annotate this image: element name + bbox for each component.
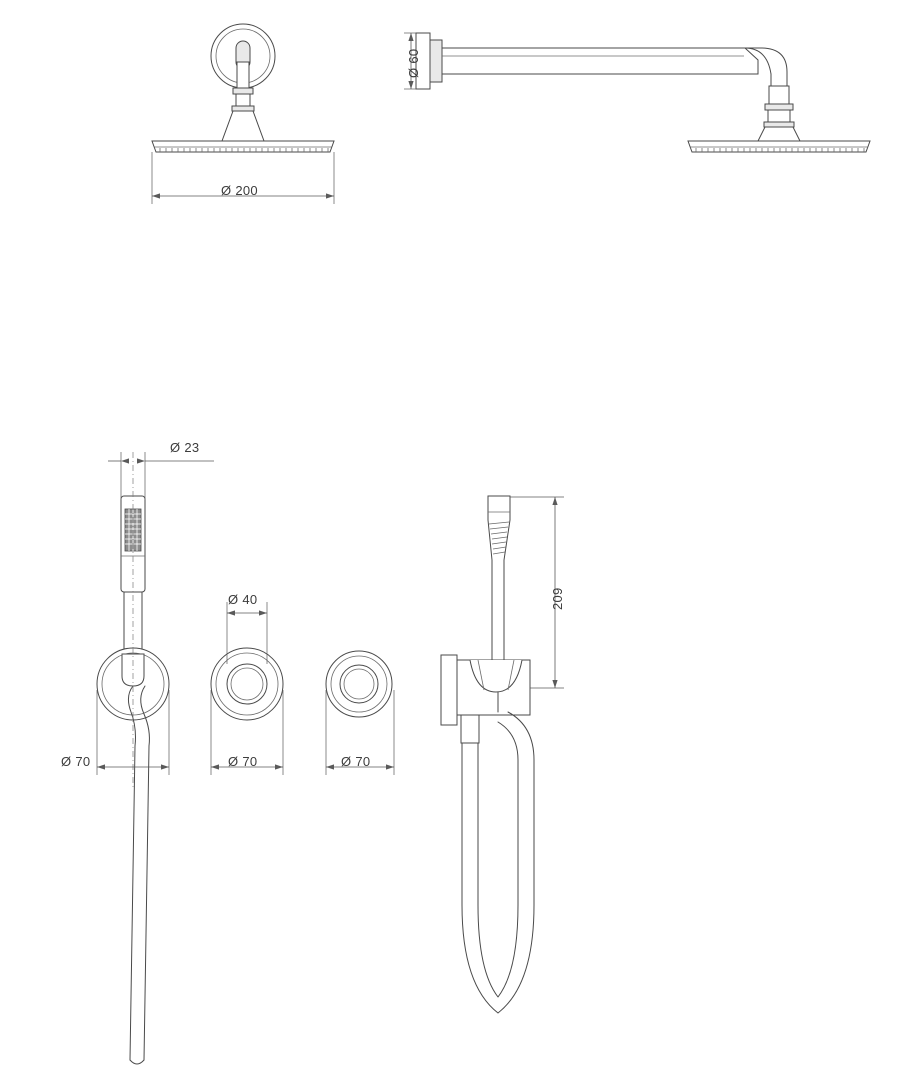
- dim-label-209: 209: [550, 587, 565, 610]
- view-rain-head-front: [152, 24, 334, 204]
- hose-end-cap: [130, 1060, 144, 1064]
- dim-70a-arrow-right: [161, 764, 169, 769]
- handset-body-side: [488, 496, 510, 660]
- dim-70c-arrow-left: [326, 764, 334, 769]
- head-cone-side: [758, 127, 800, 141]
- dim-60-arrow-bottom: [408, 81, 413, 89]
- dim-label-40: Ø 40: [228, 592, 258, 607]
- drop-stem-side: [769, 86, 789, 106]
- dim-70b-arrow-left: [211, 764, 219, 769]
- diverter-handle-outline: [340, 665, 378, 703]
- dim-60-arrow-top: [408, 33, 413, 41]
- collar-ring-lower: [232, 106, 254, 111]
- dim-209-arrow-top: [552, 497, 557, 505]
- view-handset-front: [97, 452, 214, 1064]
- hose-outlet-nipple: [461, 715, 479, 743]
- hose-long-right: [144, 746, 149, 1060]
- outlet-wall-plate-side: [441, 655, 457, 725]
- dim-40-arrow-right: [259, 610, 267, 615]
- dim-70a-arrow-left: [97, 764, 105, 769]
- dim-40-arrow-left: [227, 610, 235, 615]
- view-handset-side: [441, 496, 564, 1013]
- dim-label-70-mixer: Ø 70: [228, 754, 258, 769]
- wall-plate-cap: [430, 40, 442, 82]
- dim-label-200: Ø 200: [221, 183, 258, 198]
- rain-head-disc-side: [688, 141, 870, 152]
- dim-label-70-diverter: Ø 70: [341, 754, 371, 769]
- hose-long-left: [130, 746, 135, 1060]
- collar-ring-side-lower: [764, 122, 794, 127]
- dim-200-arrow-right: [326, 193, 334, 198]
- dim-209-arrow-bottom: [552, 680, 557, 688]
- dim-label-60: Ø 60: [406, 48, 421, 78]
- rain-head-disc: [152, 141, 334, 152]
- view-rain-head-side: [404, 33, 870, 152]
- mixer-handle-outline: [227, 664, 267, 704]
- dim-23-arrow-left: [121, 458, 129, 463]
- collar-ring-side-upper: [765, 104, 793, 110]
- dim-label-23: Ø 23: [170, 440, 200, 455]
- dim-label-70-outlet: Ø 70: [61, 754, 91, 769]
- hose-loop-outer: [462, 712, 534, 1013]
- collar-body-side: [768, 110, 790, 122]
- dim-200-arrow-left: [152, 193, 160, 198]
- drop-stem: [237, 62, 249, 88]
- dim-70b-arrow-right: [275, 764, 283, 769]
- dim-23-arrow-right: [137, 458, 145, 463]
- view-mixer-plate: [211, 602, 283, 775]
- head-cone: [222, 111, 264, 141]
- shower-arm-horizontal: [442, 48, 758, 74]
- collar-body: [236, 94, 250, 106]
- dim-70c-arrow-right: [386, 764, 394, 769]
- hose-loop-inner: [478, 722, 518, 997]
- collar-ring-upper: [233, 88, 253, 94]
